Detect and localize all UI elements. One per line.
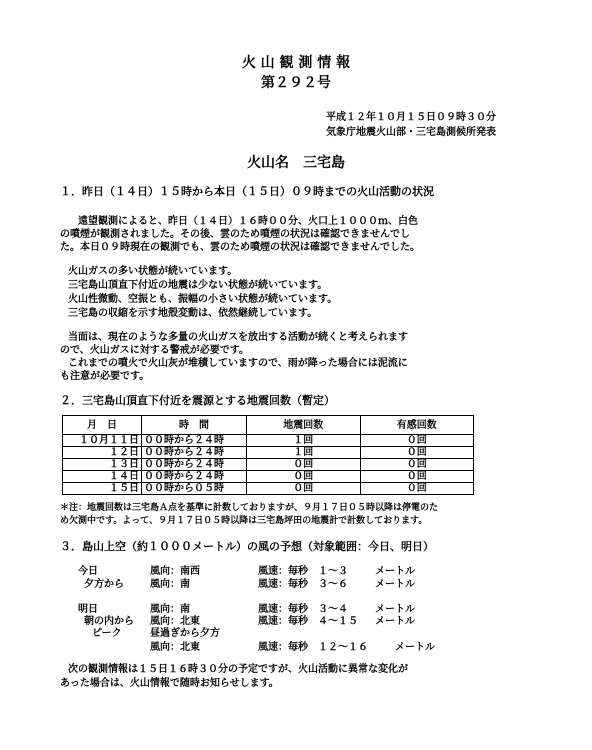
row-felt-count: ０回: [360, 483, 474, 495]
forecast-today-unit: メートル: [375, 566, 415, 577]
earthquake-count-table: [62, 415, 474, 495]
section1-para3-line3: これまでの噴火で火山灰が堆積していますので、雨が降った場合には泥流に: [68, 358, 408, 369]
row-time: ００時から２４時: [142, 471, 247, 483]
section1-para1-line1: 遠望観測によると、昨日（１４日）１６時００分、火口上１０００ｍ、白色: [78, 216, 418, 227]
row-quake-count: １回: [247, 447, 361, 459]
forecast-morning-label: 朝の内から: [84, 616, 134, 627]
row-time: ００時から２４時: [142, 459, 247, 471]
forecast-tomorrow-speed: 風速：毎秒 ３～４: [258, 604, 348, 615]
row-date: １５日: [63, 483, 142, 495]
row-quake-count: １回: [247, 435, 361, 447]
forecast-evening-unit: メートル: [375, 579, 415, 590]
row-felt-count: ０回: [360, 435, 474, 447]
section1-heading: １．昨日（１４日）１５時から本日（１５日）０９時までの火山活動の状況: [60, 185, 434, 198]
row-quake-count: ０回: [247, 483, 361, 495]
issuer: 気象庁地震火山部・三宅島測候所発表: [326, 127, 496, 138]
col-header-time: 時 間: [142, 416, 247, 435]
table-row: [63, 483, 474, 495]
forecast-tomorrow-label: 明日: [78, 604, 98, 615]
forecast-evening-label: 夕方から: [84, 579, 124, 590]
table-note-line2: め欠測中です。よって、９月１７日０５時以降は三宅島坪田の地震計で計数しております。: [60, 516, 428, 526]
forecast-today-speed: 風速：毎秒 １～３: [258, 566, 348, 577]
footer-line2: あった場合は、火山情報で随時お知らせします。: [60, 678, 279, 689]
document-title: 火 山 観 測 情 報: [241, 55, 351, 71]
section1-para2-line2: 三宅島山頂直下付近の地震は少ない状態が続いています。: [68, 280, 328, 291]
table-header-row: [63, 416, 474, 435]
row-date: １３日: [63, 459, 142, 471]
section1-para3-line2: ので、火山ガスに対する警戒が必要です。: [60, 345, 249, 356]
col-header-quake-count: 地震回数: [247, 416, 361, 435]
row-time: ００時から２４時: [142, 435, 247, 447]
forecast-today-dir: 風向：南西: [150, 566, 200, 577]
forecast-evening-dir: 風向：南: [150, 579, 190, 590]
table-row: [63, 471, 474, 483]
row-time: ００時から０５時: [142, 483, 247, 495]
table-note-line1: ＊注：地震回数は三宅島Ａ点を基準に計数しておりますが、９月１７日０５時以降は停電のた: [60, 503, 439, 513]
row-felt-count: ０回: [360, 471, 474, 483]
forecast-peak-time: 昼過ぎから夕方: [150, 628, 220, 639]
row-felt-count: ０回: [360, 447, 474, 459]
bulletin-number: 第２９２号: [261, 75, 331, 91]
row-quake-count: ０回: [247, 471, 361, 483]
forecast-morning-speed: 風速：毎秒 ４～１５: [258, 616, 358, 627]
forecast-tomorrow-unit: メートル: [375, 604, 415, 615]
forecast-peak-dir: 風向：北東: [150, 642, 200, 653]
row-date: １２日: [63, 447, 142, 459]
forecast-evening-speed: 風速：毎秒 ３～６: [258, 579, 348, 590]
forecast-peak-label: ピーク: [92, 628, 122, 639]
forecast-morning-unit: メートル: [375, 616, 415, 627]
footer-line1: 次の観測情報は１５日１６時３０分の予定ですが、火山活動に異常な変化が: [68, 664, 408, 675]
volcano-name: 火山名 三宅島: [247, 155, 345, 171]
forecast-peak-unit: メートル: [395, 642, 435, 653]
issue-date: 平成１２年１０月１５日０９時３０分: [326, 112, 496, 123]
forecast-today-label: 今日: [78, 566, 98, 577]
row-date: １４日: [63, 471, 142, 483]
section1-para3-line1: 当面は、現在のような多量の火山ガスを放出する活動が続くと考えられます: [68, 332, 408, 343]
section3-heading: ３．島山上空（約１０００メートル）の風の予想（対象範囲：今日、明日）: [60, 540, 434, 553]
section1-para3-line4: も注意が必要です。: [60, 371, 150, 382]
section1-para2-line4: 三宅島の収縮を示す地殻変動は、依然継続しています。: [68, 308, 318, 319]
table-row: [63, 459, 474, 471]
section1-para1-line3: た。本日０９時現在の観測でも、雲のため噴煙の状況は確認できませんでした。: [60, 242, 420, 253]
row-quake-count: ０回: [247, 459, 361, 471]
row-felt-count: ０回: [360, 459, 474, 471]
section1-para2-line3: 火山性微動、空振とも、振幅の小さい状態が続いています。: [68, 294, 338, 305]
forecast-morning-dir: 風向：北東: [150, 616, 200, 627]
col-header-date: 月 日: [63, 416, 142, 435]
forecast-tomorrow-dir: 風向：南: [150, 604, 190, 615]
row-time: ００時から２４時: [142, 447, 247, 459]
section1-para1-line2: の噴煙が観測されました。その後、雲のため噴煙の状況は確認できませんでし: [60, 229, 410, 240]
forecast-peak-speed: 風速：毎秒 １２～１６: [258, 642, 368, 653]
section1-para2-line1: 火山ガスの多い状態が続いています。: [68, 266, 238, 277]
table-row: [63, 435, 474, 447]
section2-heading: ２．三宅島山頂直下付近を震源とする地震回数（暫定）: [60, 394, 335, 407]
table-row: [63, 447, 474, 459]
col-header-felt-count: 有感回数: [360, 416, 474, 435]
row-date: １０月１１日: [63, 435, 142, 447]
